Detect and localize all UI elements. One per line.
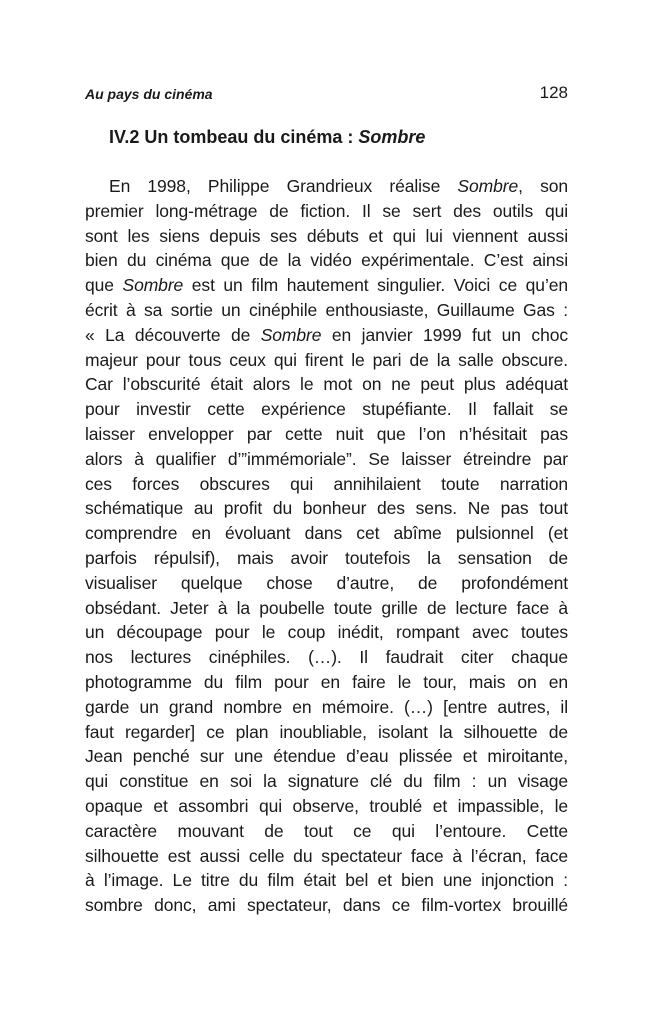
running-header [85,83,568,106]
text-segment: faut regarder] ce plan inoubliable, isolant la silhouette de [85,721,568,742]
running-title: Au pays du cinéma [85,86,213,102]
text-line [85,645,568,670]
text-segment: parfois répulsif), mais avoir toutefois la sensation de [85,547,568,568]
text-segment: bien du cinéma que de la vidéo expérimentale. C’est ainsi [85,250,568,271]
text-segment: Car l’obscurité était alors le mot on ne peut plus adéquat [85,374,568,395]
text-line [85,893,568,918]
text-segment: majeur pour tous ceux qui firent le pari de la salle obscure. [85,349,568,370]
text-line [85,348,568,373]
text-segment: laisser envelopper par cette nuit que l’on n’hésitait pas [85,423,568,444]
text-segment: obsédant. Jeter à la poubelle toute grille de lecture face à [85,597,568,618]
text-line [85,472,568,497]
text-segment: un découpage pour le coup inédit, rompant avec toutes [85,622,568,643]
text-line [85,397,568,422]
film-title-italic: Sombre [122,275,184,296]
text-line [85,620,568,645]
text-segment: qui constitue en soi la signature clé du film : un visage [85,771,568,792]
text-segment: En 1998, Philippe Grandrieux réalise [109,176,458,196]
text-line [85,744,568,769]
text-line [85,794,568,819]
text-segment: visualiser quelque chose d’autre, de profondément [85,572,568,593]
text-line [85,844,568,869]
text-segment: photogramme du film pour en faire le tour, mais on en [85,671,568,692]
page-number: 128 [539,83,568,102]
body-paragraph [85,174,568,918]
text-line [85,273,568,298]
text-line [85,224,568,249]
text-segment: à l’image. Le titre du film était bel et bien une injonction : [85,870,568,891]
text-segment: garde un grand nombre en mémoire. (…) [entre autres, il [85,696,568,717]
text-line [85,521,568,546]
text-segment: nos lectures cinéphiles. (…). Il faudrait citer chaque [85,647,568,668]
text-line [85,695,568,720]
text-segment: sont les siens depuis ses débuts et qui lui viennent aussi [85,225,568,246]
text-segment: sombre donc, ami spectateur, dans ce film-vortex brouillé [85,895,568,916]
text-segment: premier long-métrage de fiction. Il se sert des outils qui [85,200,568,221]
text-segment: en janvier 1999 fut un choc [321,324,568,345]
text-line [85,546,568,571]
text-line [85,323,568,348]
text-segment: , son [518,176,568,196]
text-line [85,422,568,447]
text-segment: « La découverte de [85,324,261,345]
text-segment: comprendre en évoluant dans cet abîme pulsionnel (et [85,523,568,544]
text-line [85,496,568,521]
film-title-italic: Sombre [457,176,519,196]
text-line [85,769,568,794]
text-line [85,670,568,695]
text-line [85,447,568,472]
text-line [85,174,568,199]
text-line [85,819,568,844]
text-segment: pour investir cette expérience stupéfiante. Il fallait se [85,399,568,420]
text-segment: que [85,275,123,296]
text-line [85,199,568,224]
text-segment: caractère mouvant de tout ce qui l’entoure. Cette [85,820,568,841]
section-heading-film-title: Sombre [358,127,426,147]
text-line [85,248,568,273]
text-line [85,571,568,596]
text-segment: opaque et assombri qui observe, troublé et impassible, le [85,795,568,816]
text-segment: Jean penché sur une étendue d’eau plissée et miroitante, [85,746,568,767]
text-line [85,868,568,893]
section-heading [109,127,425,148]
text-segment: écrit à sa sortie un cinéphile enthousiaste, Guillaume Gas : [85,299,568,320]
text-segment: schématique au profit du bonheur des sens. Ne pas tout [85,498,568,519]
text-segment: alors à qualifier d’”immémoriale”. Se laisser étreindre par [85,448,568,469]
text-segment: ces forces obscures qui annihilaient toute narration [85,473,568,494]
text-line [85,720,568,745]
section-heading-text: IV.2 Un tombeau du cinéma : [109,127,359,147]
text-line [85,298,568,323]
text-segment: est un film hautement singulier. Voici ce qu’en [183,275,568,296]
text-segment: silhouette est aussi celle du spectateur face à l’écran, face [85,845,568,866]
text-line [85,596,568,621]
text-line [85,372,568,397]
film-title-italic: Sombre [260,324,322,345]
